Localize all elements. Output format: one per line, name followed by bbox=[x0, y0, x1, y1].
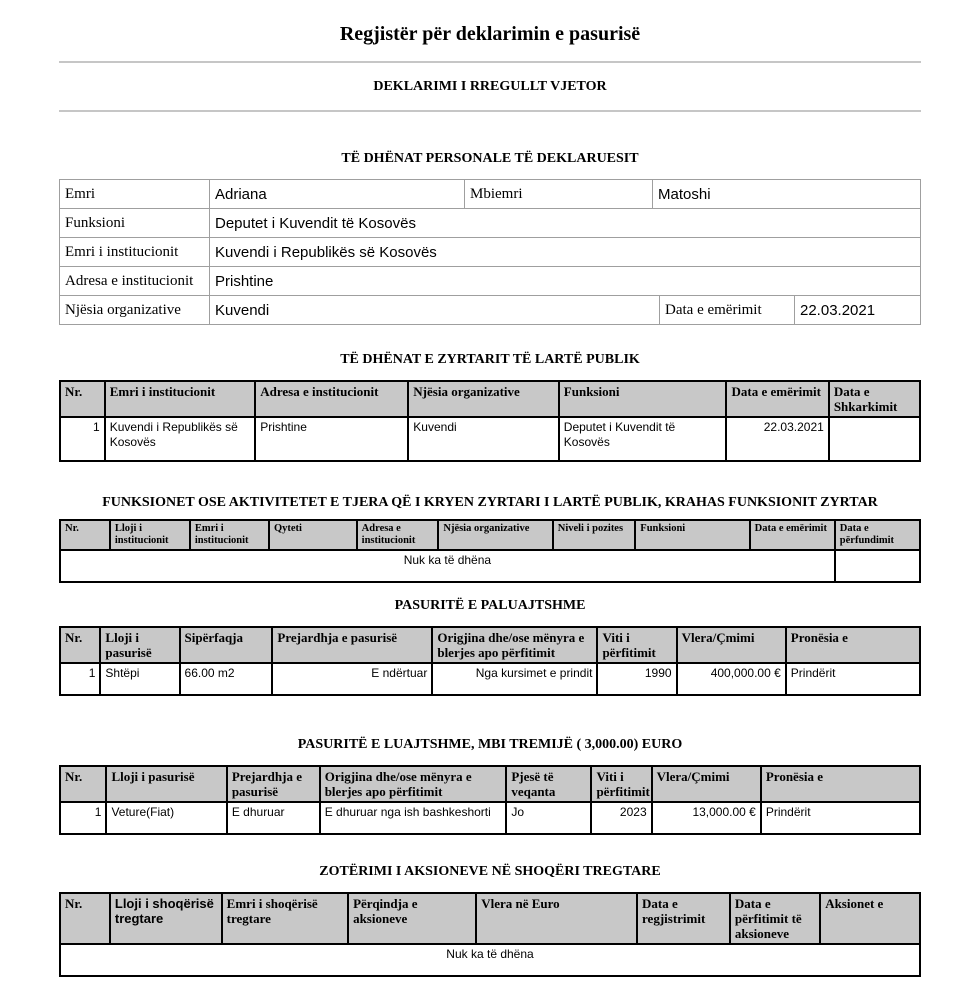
data-cell: Deputet i Kuvendit të Kosovës bbox=[559, 417, 727, 461]
table-row bbox=[60, 296, 920, 324]
data-cell: E dhuruar nga ish bashkeshorti bbox=[320, 802, 507, 834]
data-cell: Jo bbox=[506, 802, 591, 834]
header-cell: Vlera/Çmimi bbox=[652, 766, 761, 802]
funksioni-value: Deputet i Kuvendit të Kosovës bbox=[215, 215, 416, 232]
empty-cell bbox=[835, 550, 920, 582]
personal-data-table bbox=[59, 179, 921, 325]
header-cell: Funksioni bbox=[635, 520, 749, 550]
page-title: Regjistër për deklarimin e pasurisë bbox=[339, 23, 641, 45]
header-cell: Viti i përfitimit bbox=[597, 627, 676, 663]
table-row bbox=[60, 550, 920, 582]
table-header-row bbox=[60, 381, 920, 417]
institucioni-label: Emri i institucionit bbox=[60, 238, 210, 266]
company-shares-table bbox=[59, 892, 921, 977]
data-cell: 1990 bbox=[597, 663, 676, 695]
funksioni-label: Funksioni bbox=[60, 209, 210, 237]
header-cell: Nr. bbox=[60, 627, 100, 663]
header-cell: Emri i institucionit bbox=[105, 381, 256, 417]
header-cell: Pjesë të veqanta bbox=[506, 766, 591, 802]
table-row bbox=[60, 209, 920, 238]
no-data-cell: Nuk ka të dhëna bbox=[60, 944, 920, 976]
table-row bbox=[60, 267, 920, 296]
header-cell: Pronësia e bbox=[761, 766, 920, 802]
header-cell: Data e përfundimit bbox=[835, 520, 920, 550]
header-cell: Njësia organizative bbox=[408, 381, 559, 417]
mbiemri-value: Matoshi bbox=[658, 186, 711, 203]
official-data-table bbox=[59, 380, 921, 462]
immovable-section-heading: PASURITË E PALUAJTSHME bbox=[394, 598, 586, 613]
header-cell: Adresa e institucionit bbox=[357, 520, 439, 550]
header-cell: Prejardhja e pasurisë bbox=[272, 627, 432, 663]
adresa-label: Adresa e institucionit bbox=[60, 267, 210, 295]
header-cell: Aksionet e bbox=[820, 893, 920, 944]
header-cell: Prejardhja e pasurisë bbox=[227, 766, 320, 802]
header-cell: Lloji i pasurisë bbox=[100, 627, 179, 663]
header-cell: Funksioni bbox=[559, 381, 727, 417]
header-cell: Emri i shoqërisë tregtare bbox=[222, 893, 348, 944]
table-header-row bbox=[60, 766, 920, 802]
data-cell bbox=[829, 417, 920, 461]
data-cell: 2023 bbox=[591, 802, 651, 834]
data-cell: 1 bbox=[60, 802, 106, 834]
adresa-value: Prishtine bbox=[215, 273, 274, 290]
movable-section-heading: PASURITË E LUAJTSHME, MBI TREMIJË ( 3,000.00) EURO bbox=[297, 737, 683, 752]
header-cell: Sipërfaqja bbox=[180, 627, 273, 663]
njesia-label: Njësia organizative bbox=[60, 296, 210, 324]
emri-value: Adriana bbox=[210, 180, 465, 208]
njesia-value: Kuvendi bbox=[210, 296, 660, 324]
data-cell: 1 bbox=[60, 417, 105, 461]
emri-label: Emri bbox=[60, 180, 210, 208]
other-functions-table bbox=[59, 519, 921, 583]
shares-section-heading: ZOTËRIMI I AKSIONEVE NË SHOQËRI TREGTARE bbox=[319, 864, 661, 879]
header-cell: Nr. bbox=[60, 893, 110, 944]
mbiemri-label: Mbiemri bbox=[465, 180, 653, 208]
header-cell: Origjina dhe/ose mënyra e blerjes apo përfitimit bbox=[432, 627, 597, 663]
section-personal-data bbox=[59, 150, 921, 325]
data-cell: 13,000.00 € bbox=[652, 802, 761, 834]
table-row bbox=[60, 802, 920, 834]
header-cell: Data e Shkarkimit bbox=[829, 381, 920, 417]
section-movable-property bbox=[59, 736, 921, 835]
table-row bbox=[60, 238, 920, 267]
data-cell: 400,000.00 € bbox=[677, 663, 786, 695]
no-data-cell: Nuk ka të dhëna bbox=[60, 550, 835, 582]
header-cell: Origjina dhe/ose mënyra e blerjes apo përfitimit bbox=[320, 766, 507, 802]
section-immovable-property bbox=[59, 597, 921, 696]
table-header-row bbox=[60, 893, 920, 944]
data-cell: E ndërtuar bbox=[272, 663, 432, 695]
data-cell: 1 bbox=[60, 663, 100, 695]
table-row bbox=[60, 180, 920, 209]
header-cell: Data e emërimit bbox=[726, 381, 828, 417]
header-cell: Vlera në Euro bbox=[476, 893, 637, 944]
divider-top bbox=[59, 61, 921, 63]
section-other-functions bbox=[59, 494, 921, 583]
data-cell: 22.03.2021 bbox=[726, 417, 828, 461]
data-cell: Kuvendi bbox=[408, 417, 559, 461]
immovable-property-table bbox=[59, 626, 921, 696]
data-cell: Shtëpi bbox=[100, 663, 179, 695]
header-cell: Lloji i shoqërisë tregtare bbox=[110, 893, 222, 944]
data-emerimit-value: 22.03.2021 bbox=[800, 302, 876, 319]
header-cell: Lloji i pasurisë bbox=[106, 766, 226, 802]
table-row bbox=[60, 944, 920, 976]
header-cell: Qyteti bbox=[269, 520, 357, 550]
header-cell: Përqindja e aksioneve bbox=[348, 893, 476, 944]
declaration-type-subtitle: DEKLARIMI I RREGULLT VJETOR bbox=[373, 79, 607, 94]
header-cell: Niveli i pozites bbox=[553, 520, 636, 550]
functions-section-heading: FUNKSIONET OSE AKTIVITETET E TJERA QË I KRYEN ZYRTARI I LARTË PUBLIK, KRAHAS FUNKSIONIT ZYRTAR bbox=[102, 495, 878, 510]
header-cell: Data e regjistrimit bbox=[637, 893, 730, 944]
table-header-row bbox=[60, 520, 920, 550]
section-company-shares bbox=[59, 863, 921, 977]
header-cell: Nr. bbox=[60, 766, 106, 802]
header-cell: Pronësia e bbox=[786, 627, 920, 663]
section-official-data bbox=[59, 351, 921, 462]
header-cell: Adresa e institucionit bbox=[255, 381, 408, 417]
table-row bbox=[60, 417, 920, 461]
data-cell: Kuvendi i Republikës së Kosovës bbox=[105, 417, 256, 461]
movable-property-table bbox=[59, 765, 921, 835]
data-cell: Nga kursimet e prindit bbox=[432, 663, 597, 695]
header-cell: Vlera/Çmimi bbox=[677, 627, 786, 663]
header-cell: Lloji i institucionit bbox=[110, 520, 190, 550]
header-cell: Viti i përfitimit bbox=[591, 766, 651, 802]
official-section-heading: TË DHËNAT E ZYRTARIT TË LARTË PUBLIK bbox=[340, 352, 640, 367]
institucioni-value: Kuvendi i Republikës së Kosovës bbox=[215, 244, 437, 261]
header-cell: Data e emërimit bbox=[750, 520, 835, 550]
data-cell: 66.00 m2 bbox=[180, 663, 273, 695]
header-cell: Nr. bbox=[60, 381, 105, 417]
data-cell: Prindërit bbox=[786, 663, 920, 695]
personal-section-heading: TË DHËNAT PERSONALE TË DEKLARUESIT bbox=[341, 151, 639, 166]
header-cell: Emri i institucionit bbox=[190, 520, 269, 550]
data-emerimit-label: Data e emërimit bbox=[660, 296, 795, 324]
table-header-row bbox=[60, 627, 920, 663]
header-cell: Data e përfitimit të aksioneve bbox=[730, 893, 820, 944]
data-cell: Prindërit bbox=[761, 802, 920, 834]
data-cell: Veture(Fiat) bbox=[106, 802, 226, 834]
header-cell: Nr. bbox=[60, 520, 110, 550]
data-cell: Prishtine bbox=[255, 417, 408, 461]
data-cell: E dhuruar bbox=[227, 802, 320, 834]
header-cell: Njësia organizative bbox=[438, 520, 552, 550]
asset-declaration-document bbox=[59, 0, 921, 977]
divider-subtitle bbox=[59, 110, 921, 112]
table-row bbox=[60, 663, 920, 695]
